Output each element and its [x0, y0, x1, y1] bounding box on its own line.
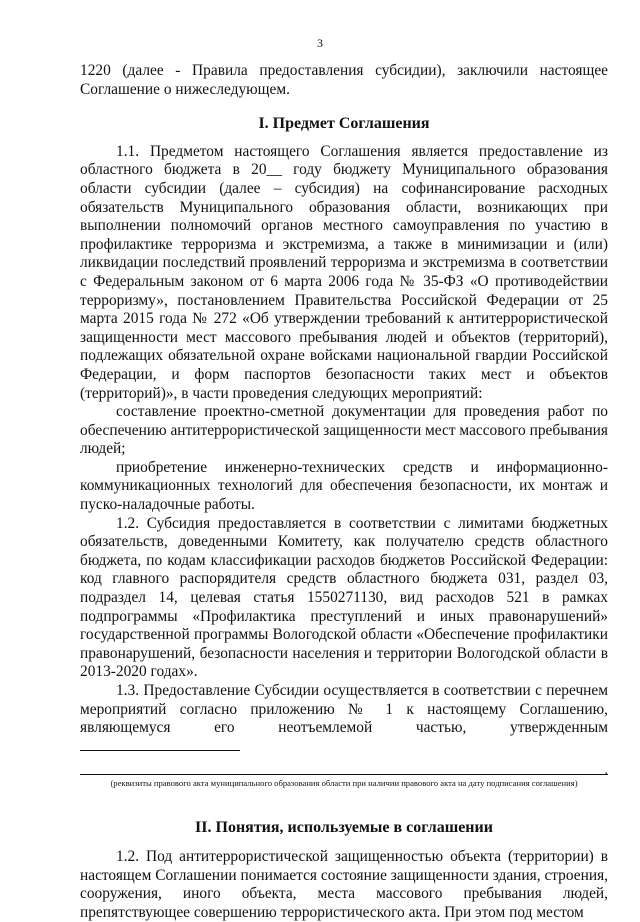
paragraph-1-3-text: 1.3. Предоставление Субсидии осуществляется в соответствии с перечнем мероприятий согласно приложению № 1 к настоящему Соглашению, являющемуся его неотъемлемой частью, утвержденным: [80, 682, 608, 737]
intro-paragraph: 1220 (далее - Правила предоставления субсидии), заключили настоящее Соглашение о нижеследующем.: [80, 62, 608, 98]
footnote-legal-act: (реквизиты правового акта муниципального образования области при наличии правового акта на дату подписания соглашения): [110, 778, 578, 789]
paragraph-1-2: 1.2. Субсидия предоставляется в соответствии с лимитами бюджетных обязательств, доведенными Комитету, как получателю средств областного бюджета, по кодам классификации расходов бюджетов Российской Федерации: код главного распорядителя средств областного бюджета 031, раздел 03, подраздел 14, целевая статья 1550271130, вид расходов 521 в рамках подпрограммы «Профилактика преступлений и иных правонарушений» государственной программы Вологодской области «Обеспечение профилактики правонарушений, безопасности населения и территории Вологодской области в 2013-2020 годах».: [80, 514, 608, 681]
document-body: [80, 62, 608, 922]
page-number: 3: [317, 36, 323, 50]
section-heading-subject: I. Предмет Соглашения: [258, 115, 430, 133]
paragraph-2-1: 1.2. Под антитеррористической защищенностью объекта (территории) в настоящем Соглашении понимается состояние защищенности здания, строения, сооружения, иного объекта, места массового пребывания людей, препятствующее совершению террористического акта. При этом под местом: [80, 847, 608, 921]
paragraph-1-1: 1.1. Предметом настоящего Соглашения является предоставление из областного бюджета в 20__ году бюджету Муниципального образования области субсидии (далее – субсидия) на софинансирование расходных обязательств Муниципального образования области, возникающих при выполнении полномочий органов местного самоуправления по участию в профилактике терроризма и экстремизма, а также в минимизации и (или) ликвидации последствий проявлений терроризма и экстремизма в соответствии с Федеральным законом от 6 марта 2006 года № 35-ФЗ «О противодействии терроризму», постановлением Правительства Российской Федерации от 25 марта 2015 года № 272 «Об утверждении требований к антитеррористической защищенности мест массового пребывания людей и объектов (территорий), подлежащих обязательной охране войсками национальной гвардии Российской Федерации, и форм паспортов безопасности таких мест и объектов (территорий)», в части проведения следующих мероприятий:: [80, 142, 608, 402]
approval-fill-line-full: [80, 756, 608, 779]
section-heading-terms: II. Понятия, используемые в соглашении: [195, 819, 493, 837]
paragraph-1-1-item-equipment: приобретение инженерно-технических средств и информационно-коммуникационных технологий для обеспечения безопасности, их монтаж и пуско-наладочные работы.: [80, 458, 608, 514]
paragraph-1-1-item-design-docs: составление проектно-сметной документации для проведения работ по обеспечению антитеррористической защищенности мест массового пребывания людей;: [80, 403, 608, 458]
approval-fill-line: [80, 738, 240, 751]
end-dot: .: [604, 763, 608, 779]
paragraph-1-3: [80, 682, 608, 756]
